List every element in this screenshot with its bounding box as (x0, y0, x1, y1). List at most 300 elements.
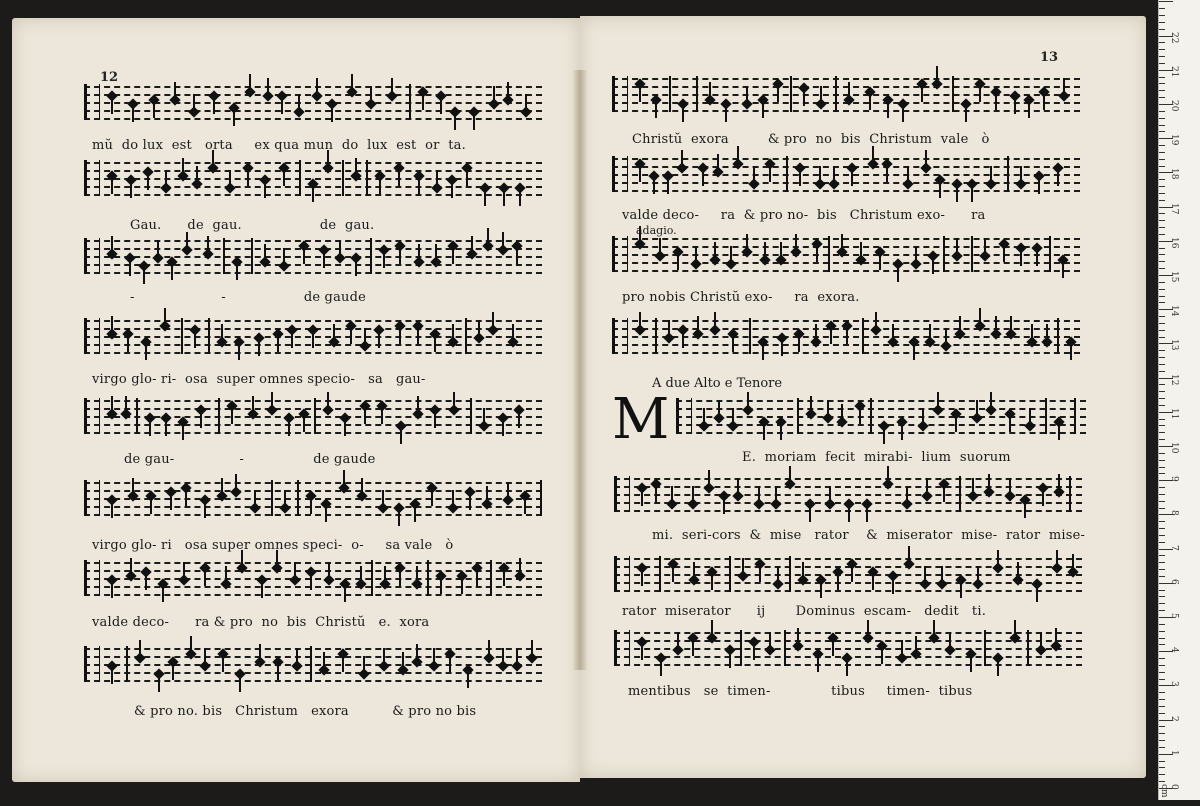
lyric-line: mentibus se timen- tibus timen- tibus (628, 684, 973, 699)
note-head (881, 158, 892, 169)
lyric-line: de gau- - de gaude (124, 452, 376, 467)
note-head (134, 652, 145, 663)
lyric-line: Gau. de gau. de gau. (130, 218, 375, 233)
note-head (896, 652, 907, 663)
note-head (417, 86, 428, 97)
ruler-label: 2 (1169, 715, 1179, 722)
note-head (979, 250, 990, 261)
note-head (908, 336, 919, 347)
note-head (757, 94, 768, 105)
note-head (902, 178, 913, 189)
note-head (177, 416, 188, 427)
note-head (892, 258, 903, 269)
note-head (189, 324, 200, 335)
note-head (790, 246, 801, 257)
note-head (377, 502, 388, 513)
ruler-label: 17 (1169, 202, 1179, 215)
clef-icon (84, 160, 100, 196)
note-head (188, 106, 199, 117)
note-head (159, 320, 170, 331)
note-head (951, 250, 962, 261)
note-head (152, 252, 163, 263)
ruler-label: 12 (1169, 373, 1179, 386)
note-head (732, 490, 743, 501)
note-head (487, 324, 498, 335)
note-head (985, 404, 996, 415)
note-head (430, 256, 441, 267)
note-head (901, 498, 912, 509)
note-head (464, 486, 475, 497)
ruler-label: 19 (1169, 134, 1179, 146)
music-staff (84, 318, 542, 358)
note-head (339, 578, 350, 589)
note-head (876, 640, 887, 651)
note-head (870, 324, 881, 335)
note-head (447, 502, 458, 513)
note-head (1033, 170, 1044, 181)
note-head (741, 246, 752, 257)
note-head (882, 478, 893, 489)
note-head (910, 258, 921, 269)
note-head (311, 90, 322, 101)
note-head (759, 254, 770, 265)
note-head (473, 332, 484, 343)
note-head (924, 336, 935, 347)
note-head (411, 656, 422, 667)
note-head (298, 240, 309, 251)
note-head (1024, 420, 1035, 431)
note-head (650, 94, 661, 105)
clef-icon (84, 480, 100, 516)
note-head (125, 174, 136, 185)
lyric-line: - - de gaude (130, 290, 367, 305)
note-head (191, 178, 202, 189)
note-head (305, 566, 316, 577)
music-staff (612, 318, 1080, 358)
note-head (185, 648, 196, 659)
note-head (797, 574, 808, 585)
note-head (990, 328, 1001, 339)
note-head (882, 94, 893, 105)
note-head (446, 174, 457, 185)
note-head (725, 258, 736, 269)
note-head (286, 324, 297, 335)
music-staff (84, 84, 542, 124)
note-head (259, 174, 270, 185)
note-head (709, 254, 720, 265)
note-head (339, 412, 350, 423)
ruler-label: 5 (1169, 613, 1179, 619)
note-head (822, 412, 833, 423)
note-head (160, 182, 171, 193)
note-head (466, 248, 477, 259)
note-head (775, 416, 786, 427)
note-head (1005, 328, 1016, 339)
note-head (393, 502, 404, 513)
note-head (305, 490, 316, 501)
note-head (226, 400, 237, 411)
ruler-label: 1 (1169, 749, 1179, 756)
note-head (106, 660, 117, 671)
note-head (634, 324, 645, 335)
note-head (395, 420, 406, 431)
note-head (815, 98, 826, 109)
note-head (393, 162, 404, 173)
ruler-label: 16 (1169, 236, 1179, 249)
note-head (511, 660, 522, 671)
note-head (1031, 242, 1042, 253)
note-head (328, 336, 339, 347)
note-head (825, 320, 836, 331)
note-head (106, 574, 117, 585)
clef-icon (84, 238, 100, 274)
note-head (1067, 566, 1078, 577)
note-head (741, 98, 752, 109)
note-head (447, 240, 458, 251)
note-head (167, 656, 178, 667)
note-head (216, 336, 227, 347)
note-head (1051, 562, 1062, 573)
ruler-label: 10 (1169, 442, 1179, 454)
note-head (634, 158, 645, 169)
note-head (435, 90, 446, 101)
note-head (120, 408, 131, 419)
note-head (318, 664, 329, 675)
note-head (972, 578, 983, 589)
note-head (712, 166, 723, 177)
note-head (278, 162, 289, 173)
note-head (706, 566, 717, 577)
clef-icon (612, 318, 628, 354)
note-head (199, 494, 210, 505)
note-head (841, 320, 852, 331)
note-head (293, 106, 304, 117)
note-head (412, 320, 423, 331)
note-head (636, 636, 647, 647)
note-head (655, 652, 666, 663)
right-page-number: 13 (1040, 50, 1059, 65)
note-head (1041, 336, 1052, 347)
note-head (698, 420, 709, 431)
note-head (298, 408, 309, 419)
tempo-marking: adagio. (636, 224, 677, 237)
note-head (753, 498, 764, 509)
note-head (125, 570, 136, 581)
note-head (169, 94, 180, 105)
note-head (974, 320, 985, 331)
note-head (376, 400, 387, 411)
note-head (431, 182, 442, 193)
note-head (513, 404, 524, 415)
note-head (207, 162, 218, 173)
note-head (843, 498, 854, 509)
note-head (1023, 94, 1034, 105)
clef-icon (84, 560, 100, 596)
note-head (482, 240, 493, 251)
music-staff (614, 556, 1082, 596)
note-head (106, 328, 117, 339)
note-head (365, 98, 376, 109)
note-head (526, 652, 537, 663)
music-staff (84, 160, 542, 200)
note-head (1050, 640, 1061, 651)
note-head (259, 256, 270, 267)
note-head (917, 420, 928, 431)
note-head (350, 170, 361, 181)
note-head (122, 328, 133, 339)
note-head (514, 570, 525, 581)
note-head (867, 566, 878, 577)
note-head (208, 90, 219, 101)
note-head (636, 482, 647, 493)
note-head (394, 562, 405, 573)
lyric-line: mi. seri-cors & mise rator & miserator mise- rator mise- (652, 528, 1086, 543)
lyric-line: & pro no. bis Christum exora & pro no bis (134, 704, 477, 719)
note-head (461, 162, 472, 173)
note-head (748, 178, 759, 189)
ruler-label: 0 cm (1159, 784, 1179, 798)
note-head (998, 238, 1009, 249)
note-head (758, 416, 769, 427)
note-head (667, 558, 678, 569)
note-head (514, 182, 525, 193)
note-head (846, 558, 857, 569)
note-head (677, 98, 688, 109)
note-head (202, 248, 213, 259)
note-head (447, 336, 458, 347)
note-head (966, 178, 977, 189)
note-head (511, 240, 522, 251)
note-head (283, 412, 294, 423)
music-staff (84, 238, 542, 278)
note-head (346, 86, 357, 97)
note-head (784, 478, 795, 489)
note-head (413, 256, 424, 267)
note-head (1009, 632, 1020, 643)
left-page-number: 12 (100, 70, 119, 85)
clef-icon (612, 76, 628, 112)
note-head (256, 574, 267, 585)
note-head (140, 336, 151, 347)
note-head (138, 260, 149, 271)
note-head (983, 486, 994, 497)
book-gutter (572, 70, 588, 670)
note-head (1004, 408, 1015, 419)
note-head (1037, 482, 1048, 493)
note-head (854, 400, 865, 411)
note-head (345, 320, 356, 331)
note-head (177, 170, 188, 181)
note-head (887, 336, 898, 347)
note-head (413, 170, 424, 181)
note-head (279, 502, 290, 513)
note-head (178, 574, 189, 585)
note-head (307, 178, 318, 189)
note-head (896, 416, 907, 427)
note-head (814, 178, 825, 189)
clef-icon (84, 646, 100, 682)
note-head (462, 664, 473, 675)
note-head (350, 252, 361, 263)
note-head (374, 170, 385, 181)
note-head (737, 570, 748, 581)
clef-icon (84, 318, 100, 354)
note-head (992, 652, 1003, 663)
note-head (254, 656, 265, 667)
music-staff (676, 398, 1086, 438)
note-head (165, 486, 176, 497)
note-head (322, 404, 333, 415)
clef-icon (84, 398, 100, 434)
note-head (903, 558, 914, 569)
note-head (794, 162, 805, 173)
note-head (145, 490, 156, 501)
note-head (650, 478, 661, 489)
note-head (706, 632, 717, 643)
note-head (272, 328, 283, 339)
note-head (832, 566, 843, 577)
note-head (985, 178, 996, 189)
ruler-label: 18 (1169, 168, 1179, 180)
note-head (507, 336, 518, 347)
note-head (479, 182, 490, 193)
lyric-line: virgo glo- ri- osa super omnes specio- sa gau- (92, 372, 426, 387)
music-staff (612, 76, 1080, 116)
note-head (502, 94, 513, 105)
note-head (412, 408, 423, 419)
note-head (291, 660, 302, 671)
note-head (697, 162, 708, 173)
note-head (124, 252, 135, 263)
note-head (359, 340, 370, 351)
note-head (386, 90, 397, 101)
note-head (497, 244, 508, 255)
note-head (931, 78, 942, 89)
note-head (971, 412, 982, 423)
lyric-line: Christŭ exora & pro no bis Christum vale ò (632, 132, 990, 147)
note-head (709, 324, 720, 335)
note-head (934, 174, 945, 185)
ruler-label: 6 (1169, 578, 1179, 585)
note-head (249, 502, 260, 513)
note-head (148, 94, 159, 105)
section-heading: A due Alto e Tenore (652, 376, 783, 391)
note-head (910, 648, 921, 659)
note-head (928, 632, 939, 643)
note-head (429, 404, 440, 415)
note-head (672, 246, 683, 257)
clef-icon (676, 398, 692, 434)
note-head (231, 256, 242, 267)
note-head (1004, 490, 1015, 501)
note-head (338, 482, 349, 493)
note-head (720, 98, 731, 109)
ruler-label: 7 (1169, 544, 1179, 551)
note-head (936, 578, 947, 589)
note-head (764, 644, 775, 655)
note-head (867, 158, 878, 169)
note-head (409, 498, 420, 509)
note-head (742, 404, 753, 415)
note-head (874, 246, 885, 257)
note-head (1015, 178, 1026, 189)
note-head (1009, 90, 1020, 101)
note-head (727, 420, 738, 431)
note-head (772, 578, 783, 589)
note-head (1026, 336, 1037, 347)
note-head (140, 566, 151, 577)
note-head (429, 328, 440, 339)
music-staff (614, 630, 1082, 670)
note-head (379, 578, 390, 589)
note-head (278, 260, 289, 271)
note-head (897, 98, 908, 109)
ruler-label: 20 (1169, 100, 1179, 112)
note-head (497, 660, 508, 671)
note-head (1057, 254, 1068, 265)
note-head (456, 570, 467, 581)
note-head (488, 98, 499, 109)
note-head (757, 336, 768, 347)
note-head (242, 162, 253, 173)
note-head (359, 400, 370, 411)
note-head (355, 578, 366, 589)
note-head (804, 498, 815, 509)
note-head (862, 632, 873, 643)
note-head (127, 98, 138, 109)
note-head (754, 558, 765, 569)
note-head (334, 252, 345, 263)
note-head (397, 664, 408, 675)
note-head (824, 498, 835, 509)
note-head (326, 98, 337, 109)
clef-icon (614, 476, 630, 512)
ruler-label: 4 (1169, 647, 1179, 653)
note-head (967, 490, 978, 501)
clef-icon (612, 236, 628, 272)
note-head (724, 644, 735, 655)
note-head (272, 656, 283, 667)
note-head (704, 94, 715, 105)
music-staff (614, 476, 1082, 516)
note-head (836, 416, 847, 427)
note-head (812, 648, 823, 659)
clef-icon (614, 556, 630, 592)
note-head (444, 648, 455, 659)
ruler-label: 11 (1169, 407, 1179, 420)
note-head (921, 490, 932, 501)
note-head (861, 498, 872, 509)
note-head (216, 490, 227, 501)
lyric-line: valde deco- ra & pro no- bis Christum exo- ra (622, 208, 986, 223)
note-head (220, 578, 231, 589)
note-head (1015, 242, 1026, 253)
note-head (974, 78, 985, 89)
note-head (1035, 644, 1046, 655)
note-head (234, 668, 245, 679)
lyric-line: virgo glo- ri osa super omnes speci- o- sa vale ò (92, 538, 454, 553)
ruler-label: 14 (1169, 305, 1179, 317)
note-head (636, 562, 647, 573)
note-head (672, 644, 683, 655)
note-head (932, 404, 943, 415)
note-head (322, 162, 333, 173)
note-head (166, 256, 177, 267)
note-head (520, 106, 531, 117)
note-head (180, 482, 191, 493)
note-head (792, 640, 803, 651)
note-head (106, 408, 117, 419)
